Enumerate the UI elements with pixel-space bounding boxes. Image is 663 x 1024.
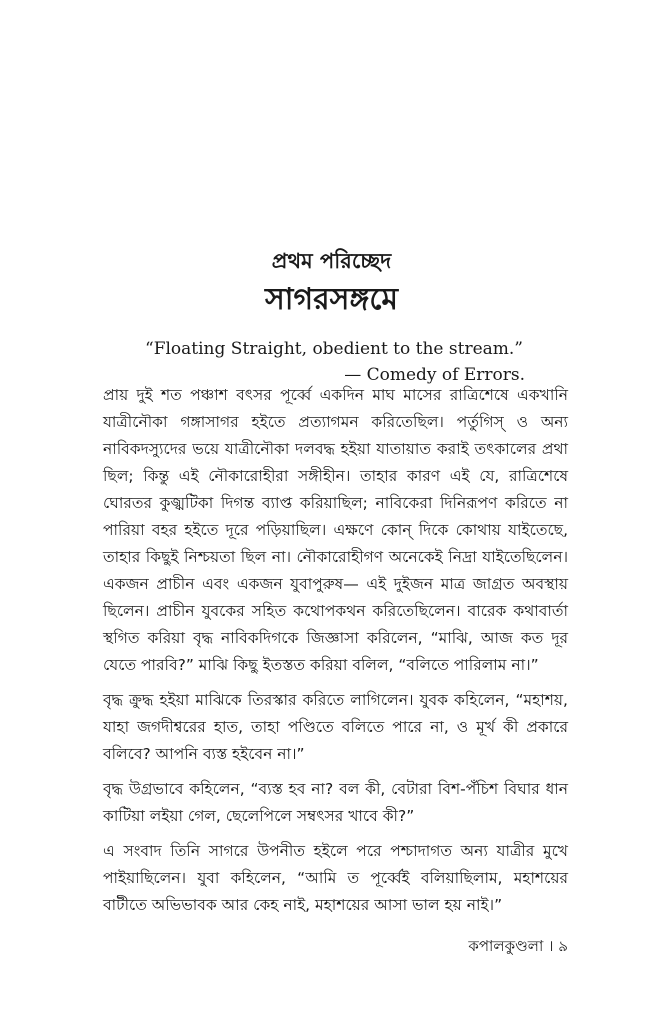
paragraph-3: বৃদ্ধ উগ্রভাবে কহিলেন, “ব্যস্ত হব না? বল কী, বেটারা বিশ-পঁচিশ বিঘার ধান কাটিয়া লইয়া গেল, ছেলেপিলে সম্বৎসর খাবে কী?” [103, 780, 568, 825]
paragraph-1: প্রায় দুই শত পঞ্চাশ বৎসর পূর্ব্বে একদিন মাঘ মাসের রাত্রিশেষে একখানি যাত্রীনৌকা গঙ্গাসাগর হইতে প্রত্যাগমন করিতেছিল। পর্তুগিস্ ও অন্য নাবিকদস্যুদের ভয়ে যাত্রীনৌকা দলবদ্ধ হইয়া যাতায়াত করাই তৎকালের প্রথা ছিল; কিন্তু এই নৌকারোহীরা সঙ্গীহীন। তাহার কারণ এই যে, রাত্রিশেষে ঘোরতর কুজ্ঝটিকা দিগন্ত ব্যাপ্ত করিয়াছিল; নাবিকেরা দিনিরূপণ করিতে না পারিয়া বহর হইতে দূরে পড়িয়াছিল। এক্ষণে কোন্ দিকে কোথায় যাইতেছে, তাহার কিছুই নিশ্চয়তা ছিল না। নৌকারোহীগণ অনেকেই নিদ্রা যাইতেছিলেন। একজন প্রাচীন এবং একজন যুবাপুরুষ— এই দুইজন মাত্র জাগ্রত অবস্থায় ছিলেন। প্রাচীন যুবকের সহিত কথোপকথন করিতেছিলেন। বারেক কথাবার্তা স্থগিত করিয়া বৃদ্ধ নাবিকদিগকে জিজ্ঞাসা করিলেন, “মাঝি, আজ কত দূর যেতে পারবি?” মাঝি কিছু ইতস্তত করিয়া বলিল, “বলিতে পারিলাম না।” [103, 386, 568, 674]
epigraph-attribution: — Comedy of Errors. [344, 365, 525, 385]
page-number: ৯ [558, 937, 568, 955]
paragraph-2: বৃদ্ধ ক্রুদ্ধ হইয়া মাঝিকে তিরস্কার করিতে লাগিলেন। যুবক কহিলেন, “মহাশয়, যাহা জগদীশ্বরের হাত, তাহা পণ্ডিতে বলিতে পারে না, ও মূর্খ কী প্রকারে বলিবে? আপনি ব্যস্ত হইবেন না।” [103, 691, 568, 763]
page-footer [300, 935, 568, 957]
chapter-title: সাগরসঙ্গমে [264, 282, 399, 317]
footer-book-title: কপালকুণ্ডলা [468, 937, 544, 955]
chapter-label: প্রথম পরিচ্ছেদ [271, 249, 392, 273]
chapter-body [103, 382, 568, 927]
epigraph [145, 336, 525, 388]
footer-separator: । [548, 937, 554, 955]
epigraph-quote: “Floating Straight, obedient to the stream.” [145, 339, 523, 359]
paragraph-4: এ সংবাদ তিনি সাগরে উপনীত হইলে পরে পশ্চাদাগত অন্য যাত্রীর মুখে পাইয়াছিলেন। যুবা কহিলেন, “আমি ত পূর্ব্বেই বলিয়াছিলাম, মহাশয়ের বাটীতে অভিভাবক আর কেহ নাই, মহাশয়ের আসা ভাল হয় নাই।” [103, 842, 568, 914]
